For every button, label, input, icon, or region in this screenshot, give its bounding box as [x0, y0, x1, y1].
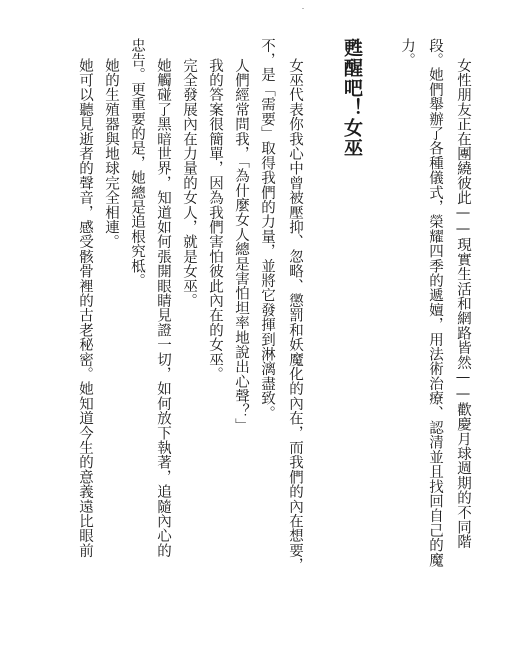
text-line-4: 女巫代表你我心中曾被壓抑、忽略、懲罰和妖魔化的內在，而我們的內在想要， [287, 58, 303, 573]
text-line-12: 她可以聽見逝者的聲音，感受骸骨裡的古老秘密。她知道今生的意義遠比眼前 [77, 58, 93, 558]
text-line-6: 人們經常問我，「為什麼女人總是害怕坦率地說出心聲？」 [233, 58, 249, 433]
section-heading: 甦醒吧！女巫 [341, 38, 363, 158]
text-line-7: 我的答案很簡單，因為我們害怕彼此內在的女巫。 [207, 58, 223, 382]
text-line-8: 完全發展內在力量的女人，就是女巫。 [181, 58, 197, 308]
text-line-9: 她觸碰了黑暗世界，知道如何張開眼睛見證一切，如何放下執著，追隨內心的 [155, 58, 171, 558]
text-line-10: 忠告。更重要的是，她總是追根究柢。 [129, 38, 145, 288]
text-line-1: 女性朋友正在團繞彼此——現實生活和網路皆然——歡慶月球週期的不同階 [455, 58, 471, 550]
text-line-2: 段。她們舉辦了各種儀式，榮耀四季的遞嬗，用法術治療、認清並且找回自己的魔 [427, 38, 443, 568]
text-line-3: 力。 [399, 38, 415, 68]
page-top-mark [302, 8, 304, 9]
text-line-11: 她的生殖器與地球完全相連。 [103, 58, 119, 250]
text-line-5: 不，是「需要」取得我們的力量，並將它發揮到淋漓盡致。 [259, 38, 275, 421]
